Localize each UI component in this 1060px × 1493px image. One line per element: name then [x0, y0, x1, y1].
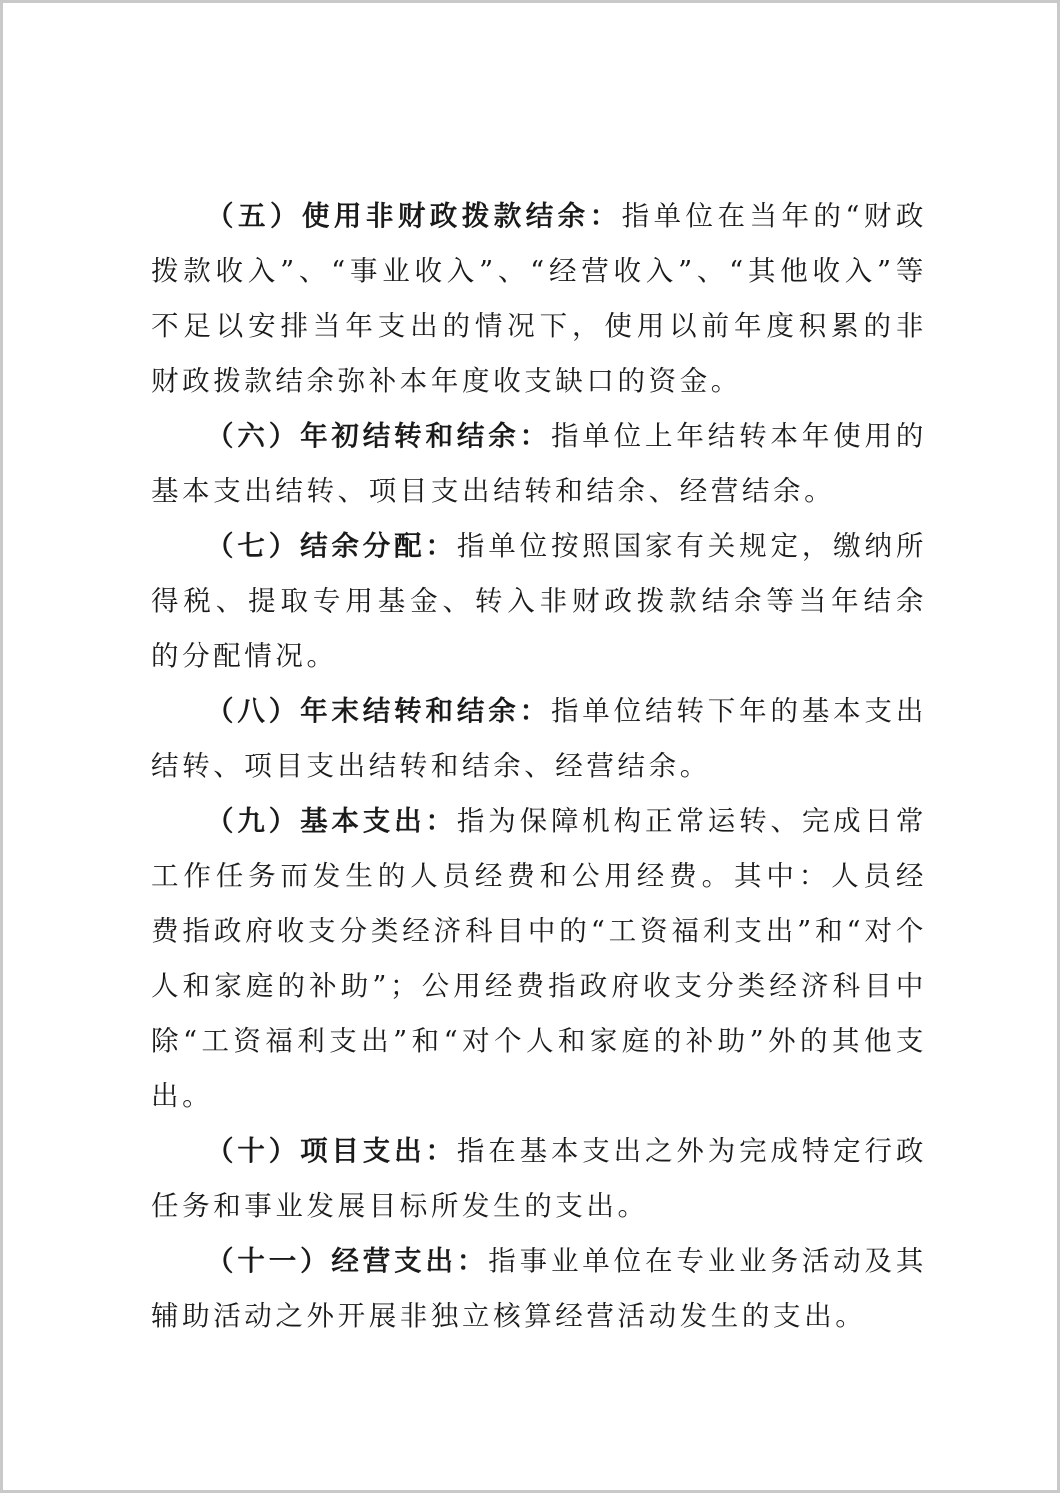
- paragraph-10: [151, 1124, 927, 1234]
- term-heading: （六）年初结转和结余：: [206, 420, 551, 452]
- term-definition: 指单位结转下年的基本支出结转、项目支出结转和结余、经营结余。: [151, 695, 927, 782]
- term-definition: 指事业单位在专业业务活动及其辅助活动之外开展非独立核算经营活动发生的支出。: [151, 1245, 927, 1332]
- term-definition: 指为保障机构正常运转、完成日常工作任务而发生的人员经费和公用经费。其中：人员经费指政府收支分类经济科目中的“工资福利支出”和“对个人和家庭的补助”；公用经费指政府收支分类经济科目中除“工资福利支出”和“对个人和家庭的补助”外的其他支出。: [151, 805, 927, 1112]
- document-body: [151, 189, 927, 1344]
- term-heading: （九）基本支出：: [206, 805, 457, 837]
- term-definition: 指单位按照国家有关规定，缴纳所得税、提取专用基金、转入非财政拨款结余等当年结余的分配情况。: [151, 530, 927, 672]
- term-definition: 指单位在当年的“财政拨款收入”、“事业收入”、“经营收入”、“其他收入”等不足以安排当年支出的情况下，使用以前年度积累的非财政拨款结余弥补本年度收支缺口的资金。: [151, 200, 927, 397]
- term-heading: （七）结余分配：: [206, 530, 457, 562]
- paragraph-11: [151, 1234, 927, 1344]
- term-heading: （十）项目支出：: [206, 1135, 457, 1167]
- term-heading: （八）年末结转和结余：: [206, 695, 551, 727]
- term-heading: （十一）经营支出：: [206, 1245, 489, 1277]
- paragraph-6: [151, 409, 927, 519]
- term-definition: 指单位上年结转本年使用的基本支出结转、项目支出结转和结余、经营结余。: [151, 420, 927, 507]
- paragraph-9: [151, 794, 927, 1124]
- paragraph-7: [151, 519, 927, 684]
- paragraph-5: [151, 189, 927, 409]
- term-heading: （五）使用非财政拨款结余：: [206, 200, 622, 232]
- paragraph-8: [151, 684, 927, 794]
- term-definition: 指在基本支出之外为完成特定行政任务和事业发展目标所发生的支出。: [151, 1135, 927, 1222]
